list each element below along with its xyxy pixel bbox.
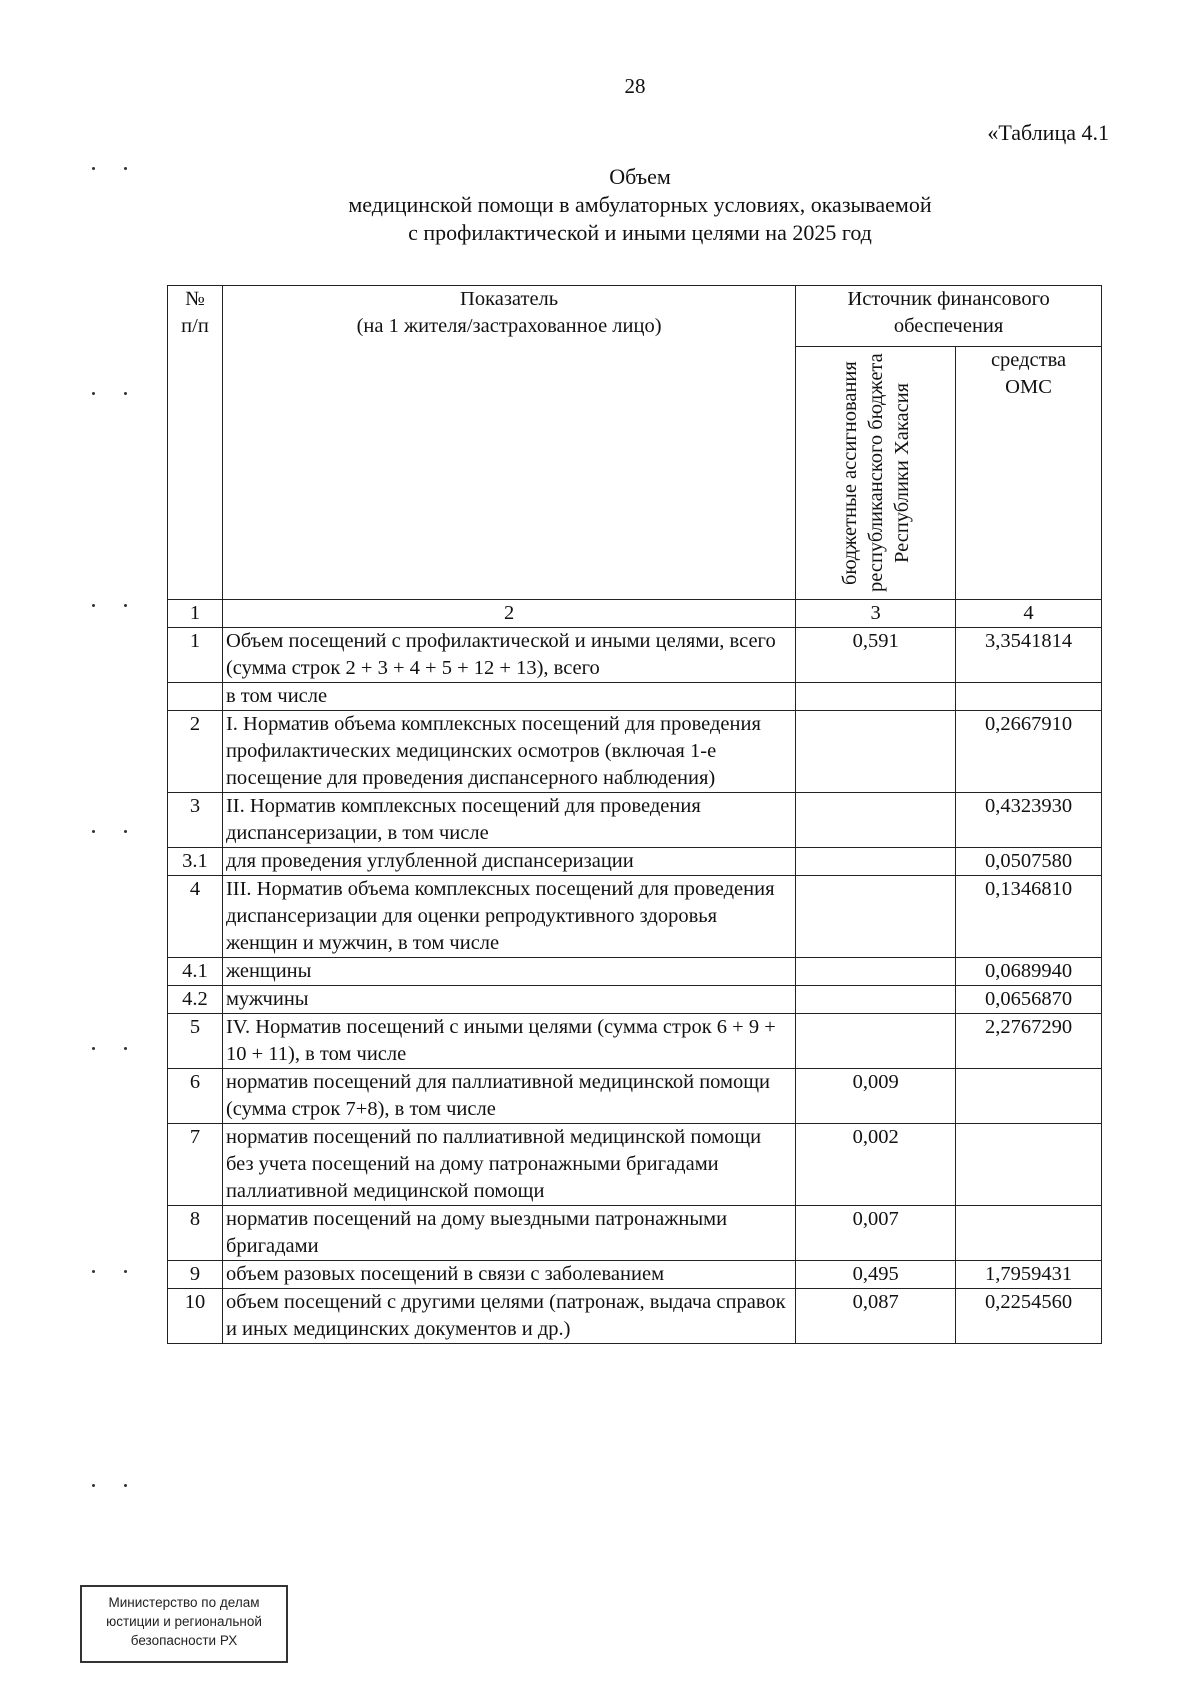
row-number: 3 (168, 793, 223, 848)
row-oms-value: 0,4323930 (956, 793, 1102, 848)
row-oms-value (956, 683, 1102, 711)
table-row (168, 628, 1102, 683)
row-indicator: I. Норматив объема комплексных посещений для проведения профилактических медицинских осмотров (включая 1-е посещение для проведения диспансерного наблюдения) (222, 711, 795, 793)
header-row (168, 286, 1102, 347)
header-num-line2: п/п (181, 315, 209, 337)
row-budget-value: 0,002 (796, 1124, 956, 1206)
header-source (796, 286, 1102, 347)
table-row (168, 1289, 1102, 1344)
column-number-row (168, 600, 1102, 628)
header-num (168, 286, 223, 600)
table-body (168, 628, 1102, 1344)
header-indicator-line2: (на 1 жителя/застрахованное лицо) (356, 315, 662, 337)
row-budget-value (796, 683, 956, 711)
row-budget-value: 0,087 (796, 1289, 956, 1344)
row-budget-value (796, 1014, 956, 1069)
stamp-line-1: Министерство по делам (108, 1595, 260, 1610)
column-number: 2 (222, 600, 795, 628)
stamp-line-2: юстиции и региональной (106, 1614, 262, 1629)
row-budget-value (796, 986, 956, 1014)
row-number: 4.2 (168, 986, 223, 1014)
table-row (168, 1014, 1102, 1069)
header-budget-text: бюджетные ассигнования республиканского бюджета Республики Хакасия (838, 353, 913, 593)
column-number: 3 (796, 600, 956, 628)
table-row (168, 1261, 1102, 1289)
row-indicator: женщины (222, 958, 795, 986)
row-number: 2 (168, 711, 223, 793)
row-number: 4.1 (168, 958, 223, 986)
row-oms-value (956, 1069, 1102, 1124)
row-indicator: объем посещений с другими целями (патронаж, выдача справок и иных медицинских документов и др.) (222, 1289, 795, 1344)
header-oms-line2: ОМС (1005, 376, 1052, 398)
header-oms (956, 347, 1102, 600)
table-row (168, 1124, 1102, 1206)
row-number: 1 (168, 628, 223, 683)
row-oms-value: 3,3541814 (956, 628, 1102, 683)
margin-punch-marks (88, 0, 148, 1698)
row-oms-value: 0,1346810 (956, 876, 1102, 958)
row-budget-value (796, 958, 956, 986)
row-indicator: IV. Норматив посещений с иными целями (сумма строк 6 + 9 + 10 + 11), в том числе (222, 1014, 795, 1069)
row-indicator: норматив посещений по паллиативной медицинской помощи без учета посещений на дому патронажными бригадами паллиативной медицинской помощи (222, 1124, 795, 1206)
row-number: 9 (168, 1261, 223, 1289)
header-oms-line1: средства (990, 349, 1067, 371)
title-line-1: Объем (609, 164, 671, 189)
row-indicator: мужчины (222, 986, 795, 1014)
row-number: 5 (168, 1014, 223, 1069)
header-budget (796, 347, 956, 600)
row-indicator: Объем посещений с профилактической и иными целями, всего (сумма строк 2 + 3 + 4 + 5 + 12 + 13), всего (222, 628, 795, 683)
row-number: 8 (168, 1206, 223, 1261)
row-indicator: норматив посещений для паллиативной медицинской помощи (сумма строк 7+8), в том числе (222, 1069, 795, 1124)
table-label: «Таблица 4.1 (987, 120, 1109, 145)
row-oms-value: 1,7959431 (956, 1261, 1102, 1289)
stamp-line-3: безопасности РХ (130, 1633, 238, 1648)
row-number: 4 (168, 876, 223, 958)
title-line-3: с профилактической и иными целями на 2025 год (408, 220, 872, 245)
row-number: 3.1 (168, 848, 223, 876)
table-row (168, 876, 1102, 958)
page-number: 28 (624, 74, 646, 98)
row-indicator: объем разовых посещений в связи с заболеванием (222, 1261, 795, 1289)
header-indicator-line1: Показатель (460, 288, 559, 310)
row-budget-value (796, 711, 956, 793)
row-oms-value: 2,2767290 (956, 1014, 1102, 1069)
row-budget-value: 0,007 (796, 1206, 956, 1261)
row-oms-value (956, 1206, 1102, 1261)
column-number: 1 (168, 600, 223, 628)
row-indicator: III. Норматив объема комплексных посещений для проведения диспансеризации для оценки репродуктивного здоровья женщин и мужчин, в том числе (222, 876, 795, 958)
header-indicator (222, 286, 795, 600)
row-budget-value (796, 793, 956, 848)
row-indicator: норматив посещений на дому выездными патронажными бригадами (222, 1206, 795, 1261)
row-oms-value: 0,0656870 (956, 986, 1102, 1014)
row-number: 6 (168, 1069, 223, 1124)
table-row (168, 683, 1102, 711)
table-row (168, 848, 1102, 876)
row-oms-value: 0,0689940 (956, 958, 1102, 986)
table-row (168, 958, 1102, 986)
volume-table (167, 285, 1102, 1344)
table-row (168, 711, 1102, 793)
row-oms-value (956, 1124, 1102, 1206)
title-line-2: медицинской помощи в амбулаторных условиях, оказываемой (348, 192, 932, 217)
row-indicator: II. Норматив комплексных посещений для проведения диспансеризации, в том числе (222, 793, 795, 848)
header-source-line1: Источник финансового (847, 288, 1050, 310)
row-budget-value: 0,009 (796, 1069, 956, 1124)
row-indicator: для проведения углубленной диспансеризации (222, 848, 795, 876)
table-row (168, 986, 1102, 1014)
row-budget-value (796, 848, 956, 876)
header-source-line2: обеспечения (893, 315, 1004, 337)
row-budget-value (796, 876, 956, 958)
table-row (168, 1069, 1102, 1124)
row-indicator: в том числе (222, 683, 795, 711)
row-oms-value: 0,2667910 (956, 711, 1102, 793)
row-number: 7 (168, 1124, 223, 1206)
ministry-stamp (80, 1585, 288, 1663)
row-budget-value: 0,591 (796, 628, 956, 683)
document-title (170, 163, 1110, 247)
row-oms-value: 0,0507580 (956, 848, 1102, 876)
row-budget-value: 0,495 (796, 1261, 956, 1289)
row-number (168, 683, 223, 711)
table-row (168, 1206, 1102, 1261)
table-row (168, 793, 1102, 848)
row-number: 10 (168, 1289, 223, 1344)
row-oms-value: 0,2254560 (956, 1289, 1102, 1344)
header-num-line1: № (185, 288, 205, 310)
column-number: 4 (956, 600, 1102, 628)
